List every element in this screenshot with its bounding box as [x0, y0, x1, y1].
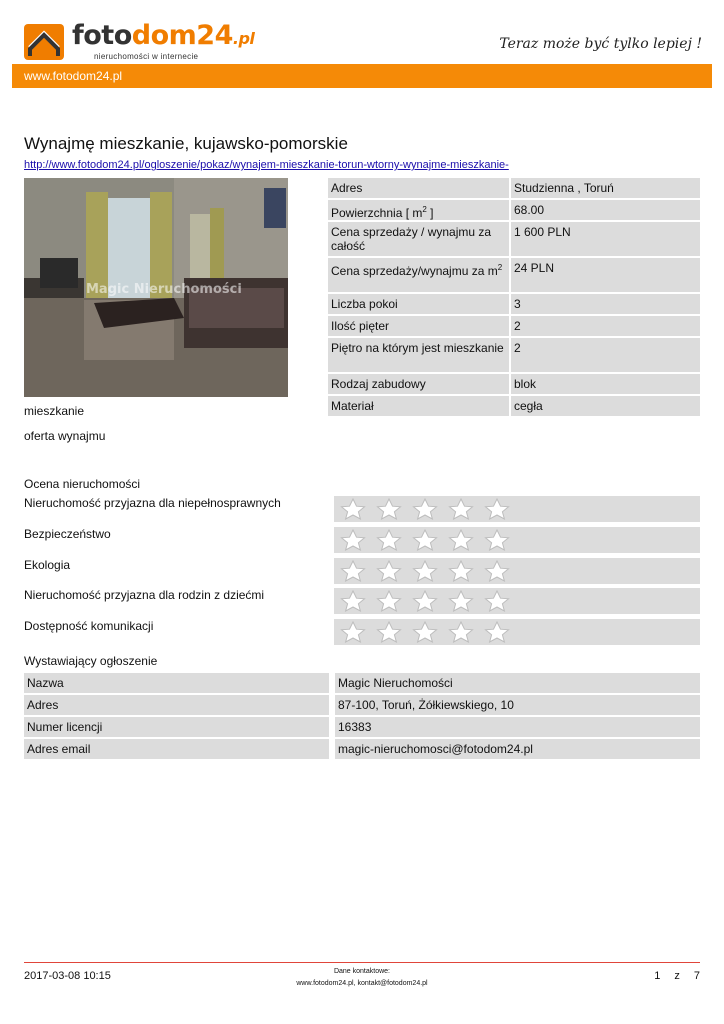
star-icon[interactable]: [482, 590, 512, 612]
rating-row-safety: [24, 527, 700, 553]
rating-label: Nieruchomość przyjazna dla niepełnosprawnych: [24, 496, 281, 510]
star-icon[interactable]: [374, 498, 404, 520]
rating-row-family: [24, 588, 700, 614]
star-icon[interactable]: [338, 621, 368, 643]
star-icon[interactable]: [482, 529, 512, 551]
star-icon[interactable]: [446, 590, 476, 612]
rating-stars-box: [334, 619, 700, 645]
table-row: [328, 258, 700, 292]
detail-value: Studzienna , Toruń: [511, 178, 700, 198]
table-row: [328, 316, 700, 336]
contact-label: Adres email: [24, 739, 329, 759]
table-row: [328, 178, 700, 198]
star-icon[interactable]: [446, 529, 476, 551]
table-row: [328, 396, 700, 416]
star-icon[interactable]: [446, 498, 476, 520]
rating-stars-box: [334, 496, 700, 522]
footer-divider: [24, 962, 700, 963]
page-current: 1: [654, 970, 661, 982]
photo-watermark: Magic Nieruchomości: [86, 282, 242, 297]
table-row: [328, 294, 700, 314]
rating-stars-box: [334, 558, 700, 584]
star-icon[interactable]: [374, 590, 404, 612]
table-row: [328, 338, 700, 372]
table-row: [328, 222, 700, 256]
table-row: [328, 200, 700, 220]
star-icon[interactable]: [446, 560, 476, 582]
property-type: mieszkanie: [24, 404, 85, 418]
contact-label: Numer licencji: [24, 717, 329, 737]
footer-date: 2017-03-08 10:15: [24, 970, 111, 982]
detail-value: 2: [511, 316, 700, 336]
detail-value: 2: [511, 338, 700, 372]
listing-title: Wynajmę mieszkanie, kujawsko-pomorskie: [24, 134, 348, 153]
detail-label: Ilość pięter: [328, 316, 509, 336]
details-table: [328, 178, 700, 418]
detail-label: Liczba pokoi: [328, 294, 509, 314]
star-icon[interactable]: [410, 498, 440, 520]
detail-label: Adres: [328, 178, 509, 198]
detail-value: 24 PLN: [511, 258, 700, 292]
contact-label: Nazwa: [24, 673, 329, 693]
star-icon[interactable]: [482, 498, 512, 520]
page-total: 7: [693, 970, 700, 982]
rating-heading: Ocena nieruchomości: [24, 477, 141, 491]
detail-label: Rodzaj zabudowy: [328, 374, 509, 394]
living-room-photo: [24, 178, 288, 397]
contact-email-value[interactable]: magic-nieruchomosci@fotodom24.pl: [335, 739, 700, 759]
site-link-bar: [12, 64, 712, 88]
offer-type: oferta wynajmu: [24, 429, 106, 443]
logo-subtitle: nieruchomości w internecie: [94, 52, 199, 61]
page-separator: z: [674, 970, 680, 982]
rating-row-accessibility: [24, 496, 700, 522]
page-header: [0, 0, 724, 64]
footer-contact: [262, 966, 462, 990]
star-icon[interactable]: [374, 621, 404, 643]
table-row: [24, 717, 700, 737]
star-icon[interactable]: [482, 560, 512, 582]
rating-label: Bezpieczeństwo: [24, 527, 111, 541]
star-icon[interactable]: [410, 590, 440, 612]
rating-row-transport: [24, 619, 700, 645]
detail-label: Cena sprzedaży/wynajmu za $m^2$: [328, 258, 509, 292]
site-link[interactable]: www.fotodom24.pl: [24, 69, 123, 83]
contact-table: [24, 673, 700, 761]
rating-stars-box: [334, 527, 700, 553]
star-icon[interactable]: [482, 621, 512, 643]
detail-label: Materiał: [328, 396, 509, 416]
star-icon[interactable]: [410, 560, 440, 582]
contact-label: Adres: [24, 695, 329, 715]
contact-heading: Wystawiający ogłoszenie: [24, 654, 158, 668]
star-icon[interactable]: [374, 560, 404, 582]
listing-photo[interactable]: [24, 178, 288, 397]
star-icon[interactable]: [338, 529, 368, 551]
detail-label: Powierzchnia [ $m^2$ ]: [328, 200, 509, 220]
star-icon[interactable]: [446, 621, 476, 643]
table-row: [328, 374, 700, 394]
table-row: [24, 739, 700, 759]
rating-stars-box: [334, 588, 700, 614]
rating-label: Dostępność komunikacji: [24, 619, 154, 633]
contact-value: 87-100, Toruń, Żółkiewskiego, 10: [335, 695, 700, 715]
slogan: Teraz może być tylko lepiej !: [499, 36, 702, 52]
detail-value: 1 600 PLN: [511, 222, 700, 256]
detail-value: 3: [511, 294, 700, 314]
contact-value: Magic Nieruchomości: [335, 673, 700, 693]
footer-contact-line[interactable]: www.fotodom24.pl, kontakt@fotodom24.pl: [296, 980, 428, 987]
star-icon[interactable]: [410, 621, 440, 643]
house-logo-icon: [22, 22, 66, 62]
detail-value: cegła: [511, 396, 700, 416]
table-row: [24, 695, 700, 715]
star-icon[interactable]: [338, 560, 368, 582]
star-icon[interactable]: [338, 498, 368, 520]
footer-contact-label: Dane kontaktowe:: [333, 968, 391, 975]
detail-value: 68.00: [511, 200, 700, 220]
star-icon[interactable]: [338, 590, 368, 612]
listing-url-link[interactable]: http://www.fotodom24.pl/ogloszenie/pokaz/wynajem-mieszkanie-torun-wtorny-wynajme-mieszkanie-: [24, 159, 509, 171]
detail-label: Cena sprzedaży / wynajmu za całość: [328, 222, 509, 256]
table-row: [24, 673, 700, 693]
contact-value: 16383: [335, 717, 700, 737]
star-icon[interactable]: [374, 529, 404, 551]
star-icon[interactable]: [410, 529, 440, 551]
detail-value: blok: [511, 374, 700, 394]
rating-label: Nieruchomość przyjazna dla rodzin z dziećmi: [24, 588, 265, 602]
rating-label: Ekologia: [24, 558, 71, 572]
rating-row-ecology: [24, 558, 700, 584]
logo-wordmark: fotodom24.pl: [72, 20, 255, 51]
page-number: [654, 970, 700, 982]
detail-label: Piętro na którym jest mieszkanie: [328, 338, 509, 372]
